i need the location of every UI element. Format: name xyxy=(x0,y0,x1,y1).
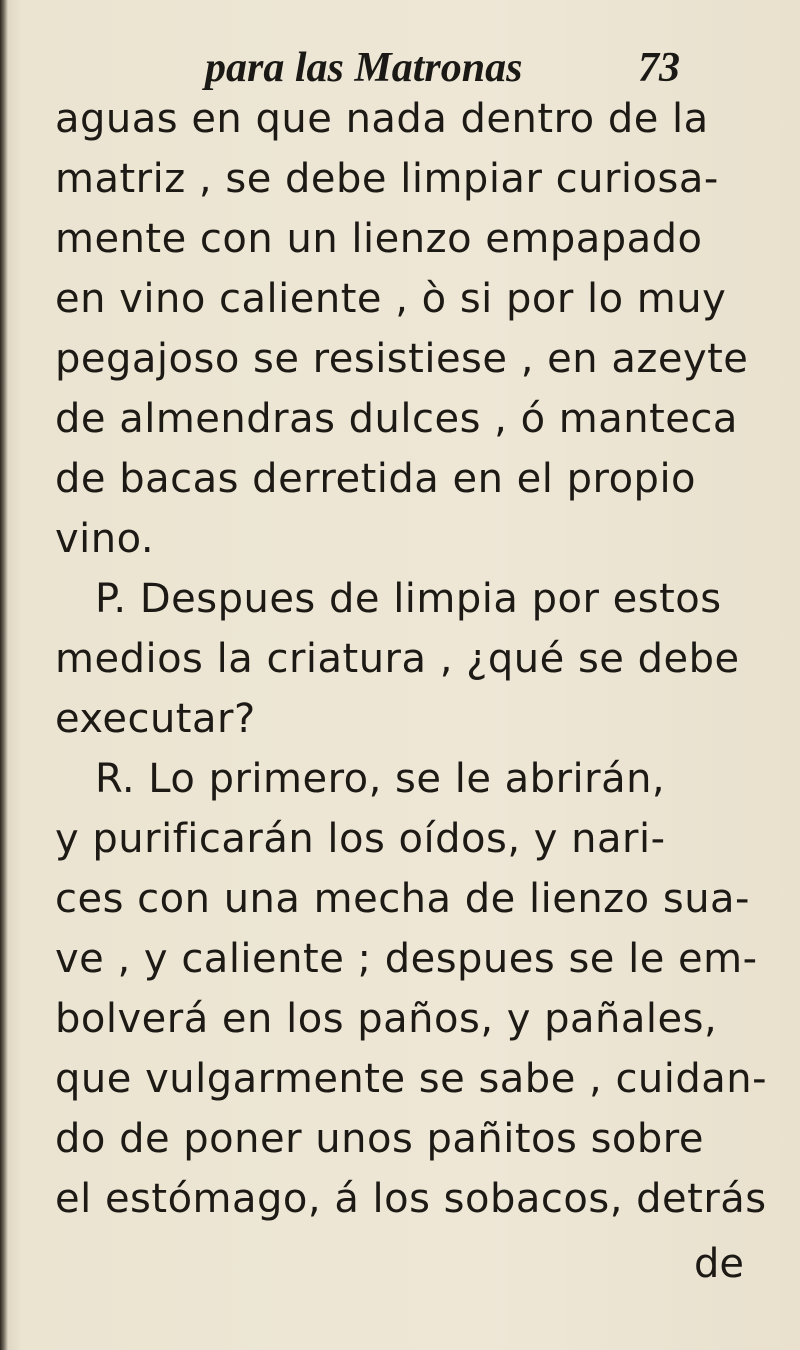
text-line: ces con una mecha de lienzo sua- xyxy=(55,876,750,922)
text-line: executar? xyxy=(55,696,256,742)
text-line: ve , y caliente ; despues se le em- xyxy=(55,936,758,982)
running-title: para las Matronas xyxy=(205,45,523,91)
text-line: matriz , se debe limpiar curiosa- xyxy=(55,156,719,202)
text-line: en vino caliente , ò si por lo muy xyxy=(55,276,727,322)
page-number: 73 xyxy=(638,45,680,91)
text-line: aguas en que nada dentro de la xyxy=(55,96,709,142)
text-line: P. Despues de limpia por estos xyxy=(95,576,722,622)
text-line: bolverá en los paños, y pañales, xyxy=(55,996,718,1042)
text-line: y purificarán los oídos, y nari- xyxy=(55,816,666,862)
text-line: pegajoso se resistiese , en azeyte xyxy=(55,336,749,382)
text-line: do de poner unos pañitos sobre xyxy=(55,1116,704,1162)
text-line: medios la criatura , ¿qué se debe xyxy=(55,636,740,682)
text-line: el estómago, á los sobacos, detrás xyxy=(55,1176,767,1222)
text-line: de bacas derretida en el propio xyxy=(55,456,697,502)
text-line: que vulgarmente se sabe , cuidan- xyxy=(55,1056,768,1102)
text-line: vino. xyxy=(55,516,155,562)
text-line: de almendras dulces , ó manteca xyxy=(55,396,738,442)
catchword: de xyxy=(694,1241,744,1287)
text-line: mente con un lienzo empapado xyxy=(55,216,703,262)
page-gutter-shadow xyxy=(0,0,8,1350)
text-line: R. Lo primero, se le abrirán, xyxy=(95,756,666,802)
